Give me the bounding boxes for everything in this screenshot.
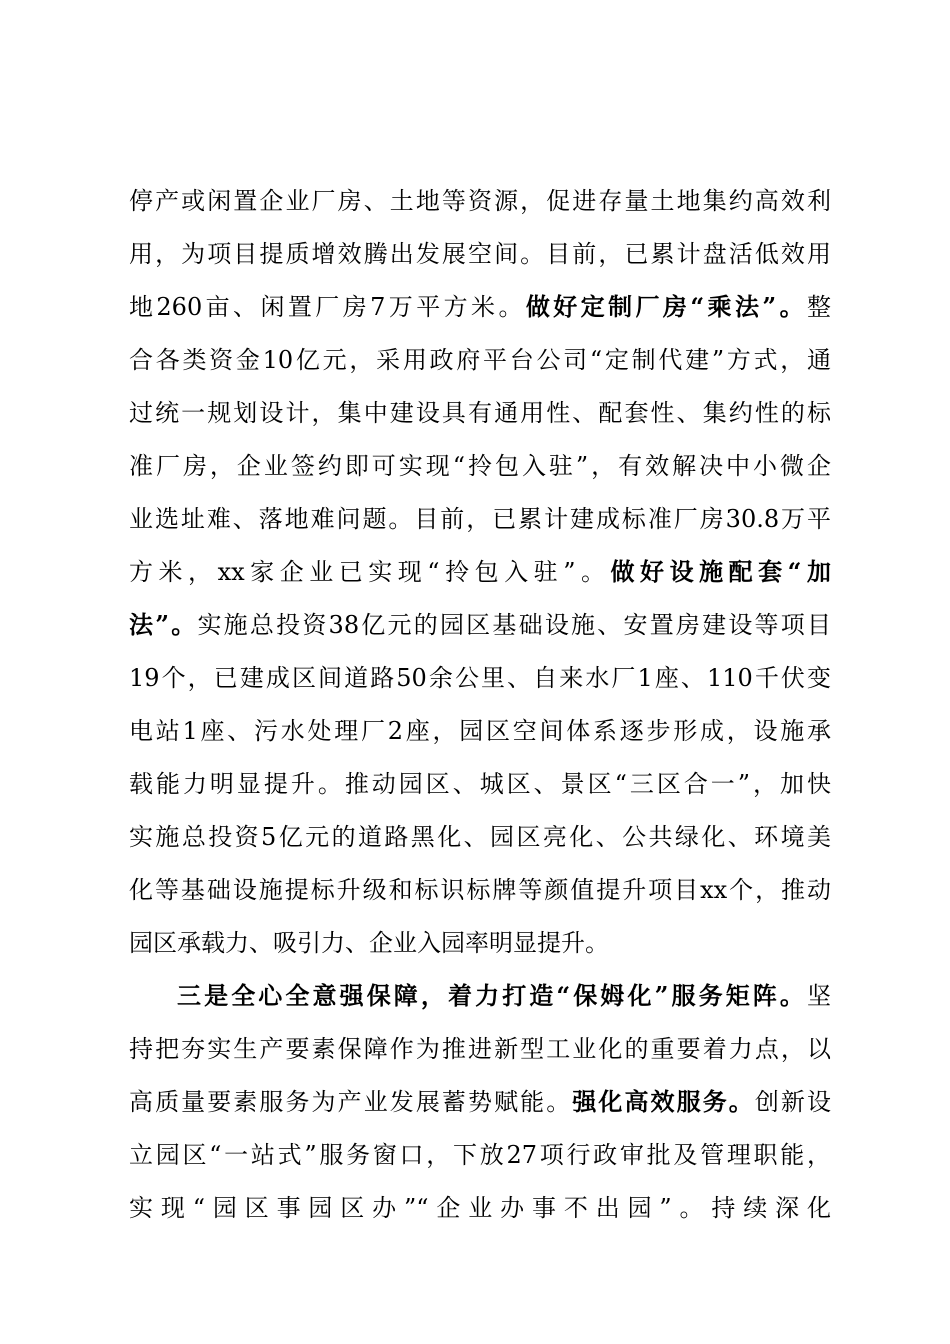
- text-segment: 化等基础设施提标升级和标识标牌等颜值提升项目xx个，推动: [129, 876, 831, 904]
- text-segment: 电站1座、污水处理厂2座，园区空间体系逐步形成，设施承: [129, 717, 831, 745]
- text-segment: 实施总投资5亿元的道路黑化、园区亮化、公共绿化、环境美: [129, 823, 831, 851]
- text-segment: 业选址难、落地难问题。目前，已累计建成标准厂房30.8万平: [129, 505, 831, 533]
- text-segment: 用，为项目提质增效腾出发展空间。目前，已累计盘活低效用: [129, 240, 831, 268]
- bold-heading-text: 三是全心全意强保障，着力打造“保姆化”服务矩阵。: [177, 981, 807, 1010]
- text-segment: 实施总投资38亿元的园区基础设施、安置房建设等项目: [197, 611, 831, 639]
- bold-heading-text: 做好设施配套“加: [610, 557, 831, 586]
- paragraph-line-8: [129, 554, 831, 590]
- paragraph-line-9: [129, 607, 831, 643]
- paragraph-line-4: [129, 342, 831, 378]
- text-segment: 园区承载力、吸引力、企业入园率明显提升。: [129, 929, 609, 957]
- paragraph-line-12: [129, 766, 831, 802]
- bold-heading-text: 法”。: [129, 610, 198, 639]
- paragraph-line-16: [177, 978, 831, 1014]
- paragraph-line-19: [129, 1137, 831, 1173]
- paragraph-line-10: [129, 660, 831, 696]
- text-segment: 载能力明显提升。推动园区、城区、景区“三区合一”，加快: [129, 770, 831, 798]
- text-segment: 合各类资金10亿元，采用政府平台公司“定制代建”方式，通: [129, 346, 831, 374]
- paragraph-line-17: [129, 1031, 831, 1067]
- text-segment: 准厂房，企业签约即可实现“拎包入驻”，有效解决中小微企: [129, 452, 831, 480]
- paragraph-line-1: [129, 183, 831, 219]
- text-segment: 过统一规划设计，集中建设具有通用性、配套性、集约性的标: [129, 399, 831, 427]
- text-segment: 地260亩、闲置厂房7万平方米。: [129, 293, 526, 321]
- paragraph-line-15: [129, 925, 831, 961]
- paragraph-line-6: [129, 448, 831, 484]
- paragraph-line-7: [129, 501, 831, 537]
- paragraph-line-5: [129, 395, 831, 431]
- text-segment: 方米，xx家企业已实现“拎包入驻”。: [129, 558, 611, 586]
- paragraph-line-18: [129, 1084, 831, 1120]
- paragraph-line-13: [129, 819, 831, 855]
- text-segment: 实现“园区事园区办”“企业办事不出园”。持续深化: [129, 1194, 831, 1222]
- paragraph-line-3: [129, 289, 831, 325]
- paragraph-line-14: [129, 872, 831, 908]
- text-segment: 停产或闲置企业厂房、土地等资源，促进存量土地集约高效利: [129, 187, 831, 215]
- paragraph-line-2: [129, 236, 831, 272]
- bold-heading-text: 强化高效服务。: [572, 1087, 755, 1116]
- paragraph-line-20: [129, 1190, 831, 1226]
- text-segment: 创新设: [754, 1088, 831, 1116]
- text-segment: 坚: [807, 982, 831, 1010]
- paragraph-line-11: [129, 713, 831, 749]
- bold-heading-text: 做好定制厂房“乘法”。: [525, 292, 808, 321]
- text-segment: 19个，已建成区间道路50余公里、自来水厂1座、110千伏变: [129, 664, 831, 692]
- text-segment: 整: [807, 293, 831, 321]
- text-segment: 高质量要素服务为产业发展蓄势赋能。: [129, 1088, 573, 1116]
- text-segment: 立园区“一站式”服务窗口，下放27项行政审批及管理职能，: [129, 1141, 831, 1169]
- text-segment: 持把夯实生产要素保障作为推进新型工业化的重要着力点，以: [129, 1035, 831, 1063]
